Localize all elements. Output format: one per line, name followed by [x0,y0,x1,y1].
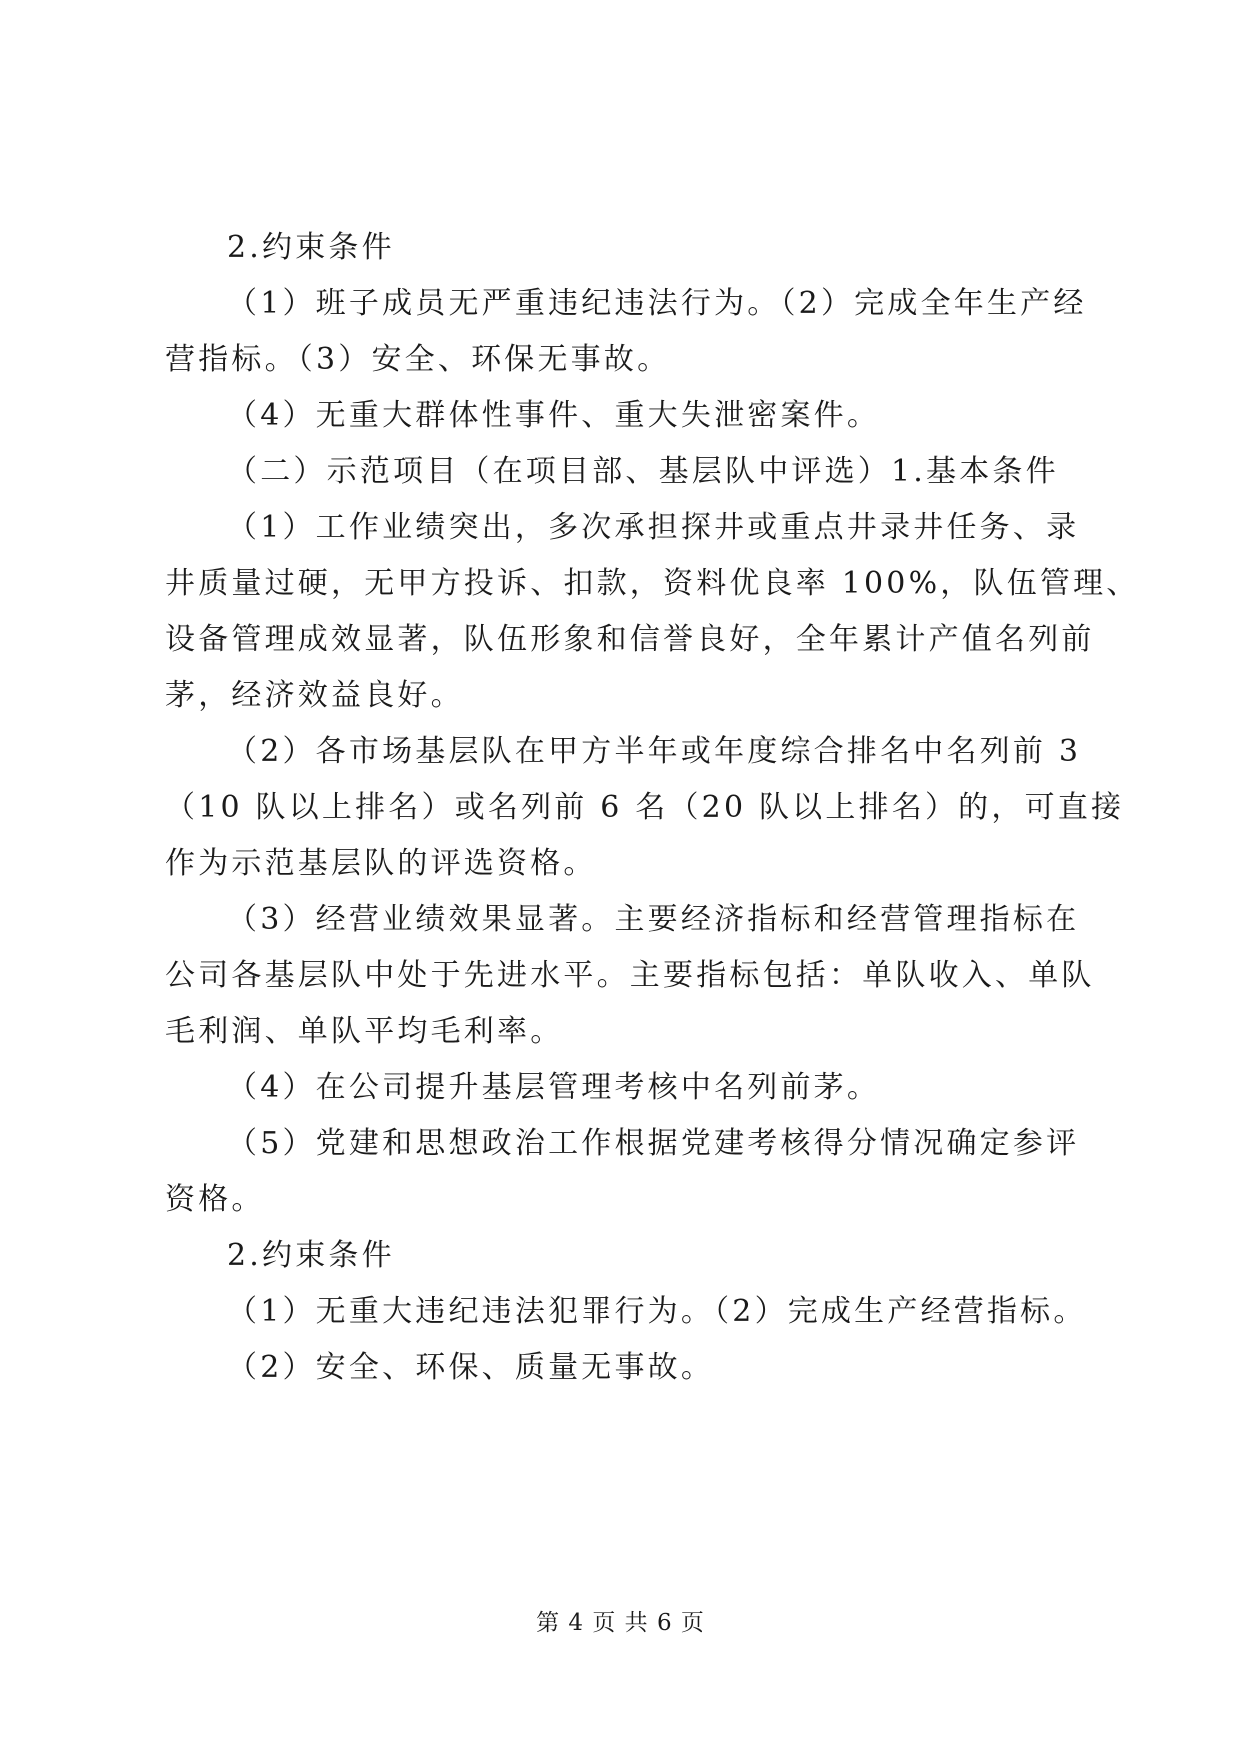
paragraph-line: （3）经营业绩效果显著。主要经济指标和经营管理指标在 [227,902,1080,937]
paragraph-line: （4）在公司提升基层管理考核中名列前茅。 [227,1070,881,1105]
paragraph-line: （2）安全、环保、质量无事故。 [227,1350,715,1385]
paragraph-line: 毛利润、单队平均毛利率。 [165,1014,564,1049]
paragraph-line: 营指标。（3）安全、环保无事故。 [165,342,671,377]
paragraph-line: 设备管理成效显著，队伍形象和信誉良好，全年累计产值名列前 [165,622,1095,657]
paragraph-line: （2）各市场基层队在甲方半年或年度综合排名中名列前 3 [227,734,1082,769]
paragraph-line: （1）班子成员无严重违纪违法行为。（2）完成全年生产经 [227,286,1087,321]
page-number-footer: 第 4 页 共 6 页 [536,1610,705,1636]
paragraph-line: （5）党建和思想政治工作根据党建考核得分情况确定参评 [227,1126,1080,1161]
subsection-heading: 2.约束条件 [227,1238,395,1273]
paragraph-line: （1）无重大违纪违法犯罪行为。（2）完成生产经营指标。 [227,1294,1087,1329]
paragraph-line: 资格。 [165,1182,265,1217]
paragraph-line: 作为示范基层队的评选资格。 [165,846,597,881]
subsection-heading: 2.约束条件 [227,230,395,265]
section-heading: （二）示范项目（在项目部、基层队中评选）1.基本条件 [227,454,1059,489]
paragraph-line: 井质量过硬，无甲方投诉、扣款，资料优良率 100%，队伍管理、 [165,566,1140,601]
paragraph-line: 茅，经济效益良好。 [165,678,464,713]
paragraph-line: 公司各基层队中处于先进水平。主要指标包括：单队收入、单队 [165,958,1095,993]
paragraph-line: （10 队以上排名）或名列前 6 名（20 队以上排名）的，可直接 [165,790,1125,825]
paragraph-line: （4）无重大群体性事件、重大失泄密案件。 [227,398,881,433]
paragraph-line: （1）工作业绩突出，多次承担探井或重点井录井任务、录 [227,510,1080,545]
